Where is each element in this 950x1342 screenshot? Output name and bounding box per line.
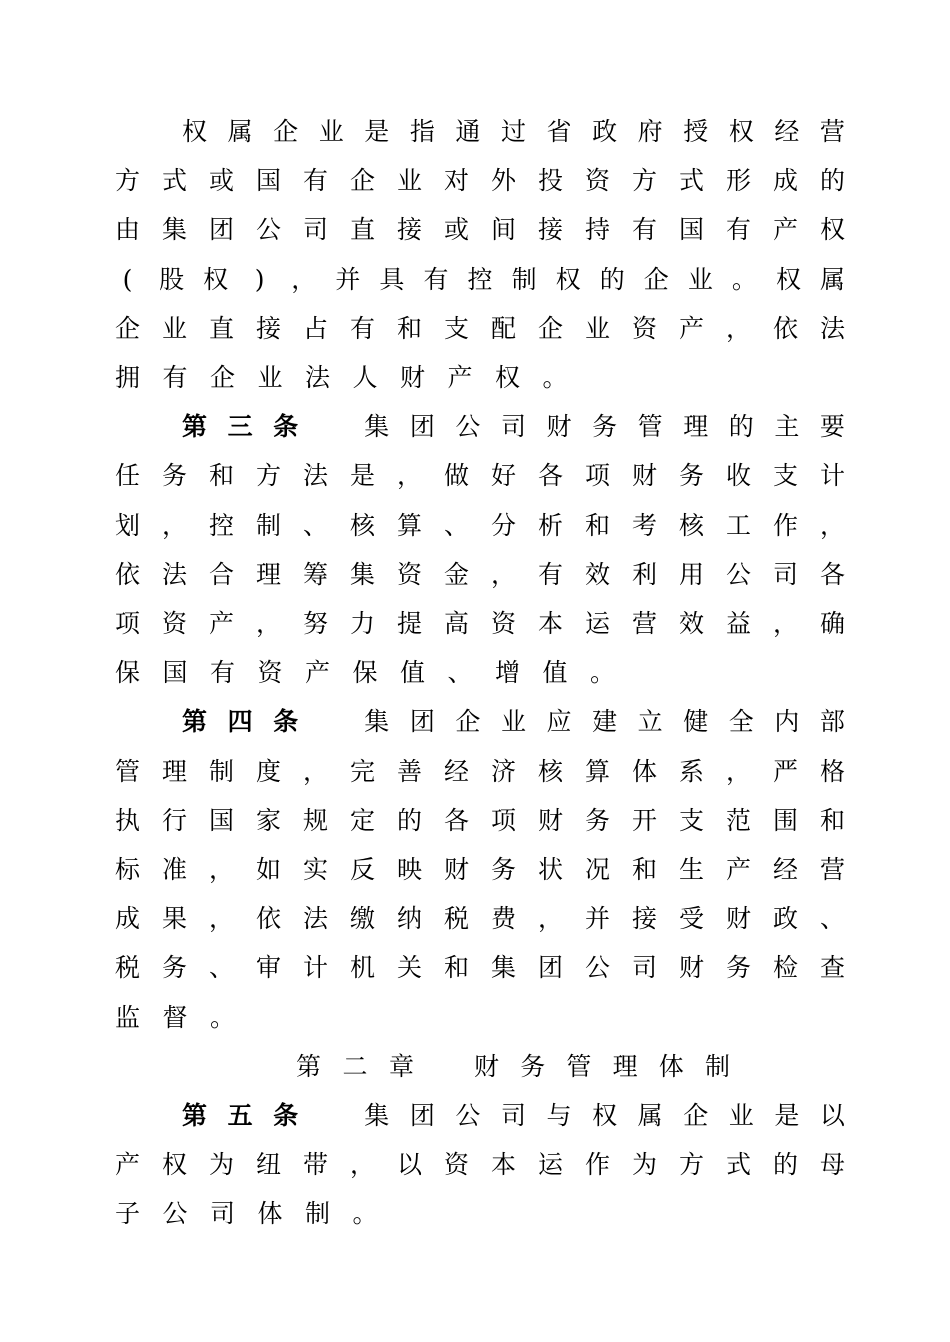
text-line: 标 准 ， 如 实 反 映 财 务 状 况 和 生 产 经 营 [115,855,846,884]
text-line: 保 国 有 资 产 保 值 、 增 值 。 [115,658,616,687]
text-line: 项 资 产 ， 努 力 提 高 资 本 运 营 效 益 ， 确 [115,609,846,638]
text-line: 成 果 ， 依 法 缴 纳 税 费 ， 并 接 受 财 政 、 [115,904,846,933]
text-line: 执 行 国 家 规 定 的 各 项 财 务 开 支 范 围 和 [115,806,846,835]
article-first-line: 第 四 条 集 团 企 业 应 建 立 健 全 内 部 [182,707,845,736]
article-first-line: 第 五 条 集 团 公 司 与 权 属 企 业 是 以 [182,1101,845,1130]
article-first-line: 第 三 条 集 团 公 司 财 务 管 理 的 主 要 [182,412,845,441]
text-line: 划 ， 控 制 、 核 算 、 分 析 和 考 核 工 作 ， [115,511,846,540]
text-line: 管 理 制 度 ， 完 善 经 济 核 算 体 系 ， 严 格 [115,757,846,786]
text-line: 权 属 企 业 是 指 通 过 省 政 府 授 权 经 营 [182,117,845,146]
text-line: 子 公 司 体 制 。 [115,1199,378,1228]
text-line: 由 集 团 公 司 直 接 或 间 接 持 有 国 有 产 权 [115,215,846,244]
text-line: 拥 有 企 业 法 人 财 产 权 。 [115,363,568,392]
chapter-heading [296,1047,736,1087]
text-line: 企 业 直 接 占 有 和 支 配 企 业 资 产 ， 依 法 [115,314,846,343]
text-line: 监 督 。 [115,1003,236,1032]
chapter-number: 第 二 章 [296,1052,415,1081]
text-line: 依 法 合 理 筹 集 资 金 ， 有 效 利 用 公 司 各 [115,560,846,589]
text-line: 产 权 为 纽 带 ， 以 资 本 运 作 为 方 式 的 母 [115,1150,846,1179]
chapter-title: 财 务 管 理 体 制 [474,1052,730,1081]
text-line: 任 务 和 方 法 是 ， 做 好 各 项 财 务 收 支 计 [115,461,846,490]
text-line: 方 式 或 国 有 企 业 对 外 投 资 方 式 形 成 的 [115,166,846,195]
text-line: 税 务 、 审 计 机 关 和 集 团 公 司 财 务 检 查 [115,953,846,982]
text-line: ( 股 权 ) ， 并 具 有 控 制 权 的 企 业 。 权 属 [122,265,846,294]
